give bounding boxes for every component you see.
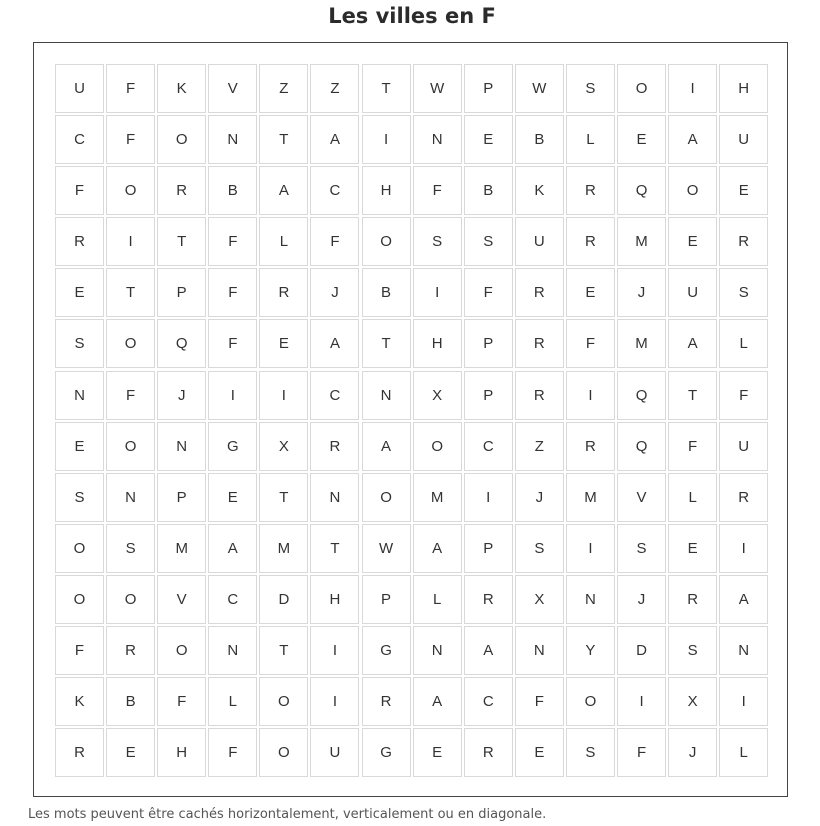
grid-cell[interactable]: S bbox=[668, 626, 717, 675]
letter-grid bbox=[55, 64, 768, 777]
grid-cell[interactable]: O bbox=[617, 64, 666, 113]
grid-cell[interactable]: Z bbox=[259, 64, 308, 113]
grid-cell[interactable]: F bbox=[106, 64, 155, 113]
grid-cell[interactable]: L bbox=[566, 115, 615, 164]
grid-cell[interactable]: L bbox=[719, 319, 768, 368]
grid-cell[interactable]: Q bbox=[157, 319, 206, 368]
grid-cell[interactable]: X bbox=[668, 677, 717, 726]
grid-cell[interactable]: E bbox=[617, 115, 666, 164]
grid-cell[interactable]: T bbox=[259, 626, 308, 675]
grid-cell[interactable]: L bbox=[413, 575, 462, 624]
grid-cell[interactable]: J bbox=[310, 268, 359, 317]
grid-cell[interactable]: B bbox=[515, 115, 564, 164]
grid-cell[interactable]: V bbox=[208, 64, 257, 113]
grid-cell[interactable]: Q bbox=[617, 166, 666, 215]
grid-cell[interactable]: F bbox=[413, 166, 462, 215]
grid-cell[interactable]: F bbox=[208, 268, 257, 317]
grid-cell[interactable]: U bbox=[515, 217, 564, 266]
grid-cell[interactable]: B bbox=[106, 677, 155, 726]
grid-cell[interactable]: W bbox=[413, 64, 462, 113]
grid-cell[interactable]: O bbox=[566, 677, 615, 726]
grid-cell[interactable]: F bbox=[208, 728, 257, 777]
grid-cell[interactable]: N bbox=[719, 626, 768, 675]
grid-cell[interactable]: R bbox=[515, 319, 564, 368]
grid-cell[interactable]: D bbox=[259, 575, 308, 624]
grid-cell[interactable]: J bbox=[157, 371, 206, 420]
grid-cell[interactable]: T bbox=[362, 64, 411, 113]
grid-cell[interactable]: E bbox=[106, 728, 155, 777]
grid-cell[interactable]: A bbox=[208, 524, 257, 573]
grid-cell[interactable]: Z bbox=[515, 422, 564, 471]
grid-cell[interactable]: Z bbox=[310, 64, 359, 113]
grid-cell[interactable]: E bbox=[668, 524, 717, 573]
grid-cell[interactable]: H bbox=[157, 728, 206, 777]
grid-cell[interactable]: R bbox=[55, 217, 104, 266]
grid-cell[interactable]: B bbox=[362, 268, 411, 317]
grid-cell[interactable]: R bbox=[464, 575, 513, 624]
grid-cell[interactable]: V bbox=[157, 575, 206, 624]
grid-cell[interactable]: R bbox=[668, 575, 717, 624]
grid-cell[interactable]: A bbox=[668, 115, 717, 164]
grid-cell[interactable]: T bbox=[259, 473, 308, 522]
grid-cell[interactable]: U bbox=[55, 64, 104, 113]
grid-cell[interactable]: E bbox=[668, 217, 717, 266]
grid-cell[interactable]: T bbox=[157, 217, 206, 266]
grid-cell[interactable]: I bbox=[208, 371, 257, 420]
grid-cell[interactable]: T bbox=[668, 371, 717, 420]
grid-cell[interactable]: O bbox=[668, 166, 717, 215]
grid-cell[interactable]: E bbox=[208, 473, 257, 522]
grid-cell[interactable]: K bbox=[55, 677, 104, 726]
grid-cell[interactable]: L bbox=[208, 677, 257, 726]
grid-cell[interactable]: F bbox=[208, 319, 257, 368]
grid-cell[interactable]: H bbox=[362, 166, 411, 215]
grid-cell[interactable]: B bbox=[208, 166, 257, 215]
grid-cell[interactable]: O bbox=[106, 319, 155, 368]
grid-cell[interactable]: D bbox=[617, 626, 666, 675]
grid-cell[interactable]: X bbox=[259, 422, 308, 471]
grid-cell[interactable]: F bbox=[719, 371, 768, 420]
grid-cell[interactable]: F bbox=[617, 728, 666, 777]
grid-cell[interactable]: W bbox=[362, 524, 411, 573]
grid-cell[interactable]: P bbox=[157, 268, 206, 317]
grid-cell[interactable]: R bbox=[310, 422, 359, 471]
grid-cell[interactable]: U bbox=[668, 268, 717, 317]
grid-cell[interactable]: F bbox=[515, 677, 564, 726]
instructions-text: Les mots peuvent être cachés horizontalement, verticalement ou en diagonale. bbox=[28, 807, 547, 822]
grid-cell[interactable]: O bbox=[55, 575, 104, 624]
grid-cell[interactable]: O bbox=[106, 575, 155, 624]
grid-cell[interactable]: V bbox=[617, 473, 666, 522]
grid-cell[interactable]: G bbox=[362, 728, 411, 777]
grid-cell[interactable]: F bbox=[106, 371, 155, 420]
grid-cell[interactable]: S bbox=[566, 64, 615, 113]
grid-cell[interactable]: R bbox=[157, 166, 206, 215]
grid-cell[interactable]: J bbox=[617, 575, 666, 624]
grid-cell[interactable]: F bbox=[55, 166, 104, 215]
grid-cell[interactable]: A bbox=[464, 626, 513, 675]
grid-cell[interactable]: M bbox=[259, 524, 308, 573]
grid-cell[interactable]: F bbox=[310, 217, 359, 266]
grid-cell[interactable]: O bbox=[106, 166, 155, 215]
grid-cell[interactable]: C bbox=[55, 115, 104, 164]
grid-cell[interactable]: U bbox=[310, 728, 359, 777]
grid-cell[interactable]: Q bbox=[617, 371, 666, 420]
grid-cell[interactable]: S bbox=[719, 268, 768, 317]
grid-cell[interactable]: P bbox=[464, 319, 513, 368]
grid-cell[interactable]: T bbox=[362, 319, 411, 368]
grid-cell[interactable]: I bbox=[310, 626, 359, 675]
grid-cell[interactable]: U bbox=[719, 115, 768, 164]
grid-cell[interactable]: P bbox=[362, 575, 411, 624]
grid-cell[interactable]: S bbox=[566, 728, 615, 777]
word-search-board bbox=[33, 42, 788, 797]
grid-cell[interactable]: E bbox=[515, 728, 564, 777]
grid-cell[interactable]: M bbox=[566, 473, 615, 522]
grid-cell[interactable]: C bbox=[310, 166, 359, 215]
grid-cell[interactable]: S bbox=[617, 524, 666, 573]
grid-cell[interactable]: O bbox=[157, 626, 206, 675]
grid-cell[interactable]: I bbox=[310, 677, 359, 726]
grid-cell[interactable]: I bbox=[106, 217, 155, 266]
grid-cell[interactable]: X bbox=[413, 371, 462, 420]
grid-cell[interactable]: O bbox=[362, 473, 411, 522]
grid-cell[interactable]: R bbox=[566, 422, 615, 471]
grid-cell[interactable]: J bbox=[668, 728, 717, 777]
grid-cell[interactable]: W bbox=[515, 64, 564, 113]
grid-cell[interactable]: A bbox=[310, 319, 359, 368]
grid-cell[interactable]: R bbox=[362, 677, 411, 726]
grid-cell[interactable]: K bbox=[515, 166, 564, 215]
grid-cell[interactable]: G bbox=[362, 626, 411, 675]
grid-cell[interactable]: Q bbox=[617, 422, 666, 471]
grid-cell[interactable]: I bbox=[362, 115, 411, 164]
grid-cell[interactable]: M bbox=[157, 524, 206, 573]
grid-cell[interactable]: N bbox=[413, 115, 462, 164]
grid-cell[interactable]: A bbox=[310, 115, 359, 164]
grid-cell[interactable]: N bbox=[566, 575, 615, 624]
grid-cell[interactable]: P bbox=[464, 371, 513, 420]
grid-cell[interactable]: L bbox=[719, 728, 768, 777]
grid-cell[interactable]: T bbox=[310, 524, 359, 573]
grid-cell[interactable]: T bbox=[106, 268, 155, 317]
grid-cell[interactable]: F bbox=[106, 115, 155, 164]
grid-cell[interactable]: R bbox=[259, 268, 308, 317]
grid-cell[interactable]: A bbox=[413, 677, 462, 726]
grid-cell[interactable]: G bbox=[208, 422, 257, 471]
grid-cell[interactable]: F bbox=[208, 217, 257, 266]
grid-cell[interactable]: J bbox=[515, 473, 564, 522]
grid-cell[interactable]: C bbox=[464, 422, 513, 471]
grid-cell[interactable]: E bbox=[55, 268, 104, 317]
grid-cell[interactable]: F bbox=[157, 677, 206, 726]
grid-cell[interactable]: N bbox=[208, 626, 257, 675]
grid-cell[interactable]: T bbox=[259, 115, 308, 164]
grid-cell[interactable]: O bbox=[259, 728, 308, 777]
grid-cell[interactable]: Y bbox=[566, 626, 615, 675]
grid-cell[interactable]: X bbox=[515, 575, 564, 624]
grid-cell[interactable]: P bbox=[157, 473, 206, 522]
grid-cell[interactable]: O bbox=[259, 677, 308, 726]
grid-cell[interactable]: A bbox=[719, 575, 768, 624]
grid-cell[interactable]: N bbox=[515, 626, 564, 675]
grid-cell[interactable]: U bbox=[719, 422, 768, 471]
grid-cell[interactable]: N bbox=[157, 422, 206, 471]
grid-cell[interactable]: I bbox=[566, 371, 615, 420]
grid-cell[interactable]: S bbox=[515, 524, 564, 573]
grid-cell[interactable]: F bbox=[55, 626, 104, 675]
grid-cell[interactable]: S bbox=[55, 473, 104, 522]
grid-cell[interactable]: R bbox=[566, 166, 615, 215]
grid-cell[interactable]: J bbox=[617, 268, 666, 317]
grid-cell[interactable]: I bbox=[668, 64, 717, 113]
grid-cell[interactable]: E bbox=[55, 422, 104, 471]
grid-cell[interactable]: I bbox=[464, 473, 513, 522]
grid-cell[interactable]: O bbox=[413, 422, 462, 471]
grid-cell[interactable]: S bbox=[55, 319, 104, 368]
grid-cell[interactable]: I bbox=[566, 524, 615, 573]
grid-cell[interactable]: F bbox=[464, 268, 513, 317]
grid-cell[interactable]: S bbox=[106, 524, 155, 573]
grid-cell[interactable]: M bbox=[617, 319, 666, 368]
grid-cell[interactable]: A bbox=[259, 166, 308, 215]
grid-cell[interactable]: E bbox=[259, 319, 308, 368]
grid-cell[interactable]: R bbox=[515, 268, 564, 317]
grid-cell[interactable]: H bbox=[719, 64, 768, 113]
grid-cell[interactable]: S bbox=[413, 217, 462, 266]
grid-cell[interactable]: H bbox=[310, 575, 359, 624]
grid-cell[interactable]: R bbox=[464, 728, 513, 777]
grid-cell[interactable]: F bbox=[566, 319, 615, 368]
grid-cell[interactable]: I bbox=[719, 677, 768, 726]
grid-cell[interactable]: O bbox=[106, 422, 155, 471]
grid-cell[interactable]: E bbox=[719, 166, 768, 215]
grid-cell[interactable]: N bbox=[55, 371, 104, 420]
grid-cell[interactable]: I bbox=[413, 268, 462, 317]
grid-cell[interactable]: E bbox=[413, 728, 462, 777]
grid-cell[interactable]: H bbox=[413, 319, 462, 368]
grid-cell[interactable]: L bbox=[259, 217, 308, 266]
grid-cell[interactable]: C bbox=[464, 677, 513, 726]
grid-cell[interactable]: E bbox=[566, 268, 615, 317]
grid-cell[interactable]: F bbox=[668, 422, 717, 471]
grid-cell[interactable]: N bbox=[413, 626, 462, 675]
grid-cell[interactable]: R bbox=[566, 217, 615, 266]
page-title: Les villes en F bbox=[328, 4, 496, 28]
grid-cell[interactable]: O bbox=[362, 217, 411, 266]
grid-cell[interactable]: M bbox=[617, 217, 666, 266]
grid-cell[interactable]: I bbox=[259, 371, 308, 420]
grid-cell[interactable]: I bbox=[617, 677, 666, 726]
grid-cell[interactable]: S bbox=[464, 217, 513, 266]
grid-cell[interactable]: A bbox=[668, 319, 717, 368]
grid-cell[interactable]: E bbox=[464, 115, 513, 164]
grid-cell[interactable]: N bbox=[362, 371, 411, 420]
grid-cell[interactable]: N bbox=[310, 473, 359, 522]
grid-cell[interactable]: N bbox=[208, 115, 257, 164]
grid-cell[interactable]: C bbox=[310, 371, 359, 420]
grid-cell[interactable]: R bbox=[55, 728, 104, 777]
grid-cell[interactable]: P bbox=[464, 64, 513, 113]
grid-cell[interactable]: N bbox=[106, 473, 155, 522]
grid-cell[interactable]: P bbox=[464, 524, 513, 573]
grid-cell[interactable]: M bbox=[413, 473, 462, 522]
grid-cell[interactable]: A bbox=[413, 524, 462, 573]
grid-cell[interactable]: A bbox=[362, 422, 411, 471]
grid-cell[interactable]: C bbox=[208, 575, 257, 624]
grid-cell[interactable]: I bbox=[719, 524, 768, 573]
grid-cell[interactable]: B bbox=[464, 166, 513, 215]
grid-cell[interactable]: R bbox=[515, 371, 564, 420]
grid-cell[interactable]: R bbox=[719, 473, 768, 522]
grid-cell[interactable]: L bbox=[668, 473, 717, 522]
grid-cell[interactable]: K bbox=[157, 64, 206, 113]
grid-cell[interactable]: O bbox=[157, 115, 206, 164]
grid-cell[interactable]: R bbox=[719, 217, 768, 266]
grid-cell[interactable]: R bbox=[106, 626, 155, 675]
grid-cell[interactable]: O bbox=[55, 524, 104, 573]
